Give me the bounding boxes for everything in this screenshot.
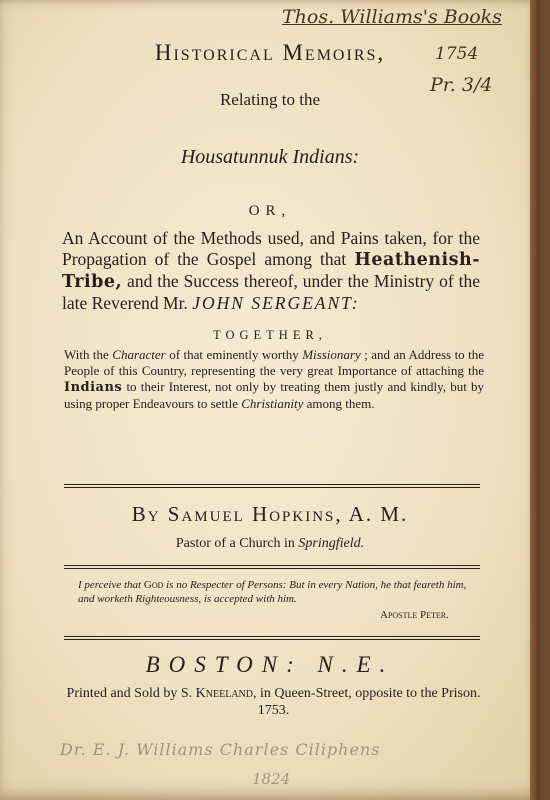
detail-paragraph — [64, 347, 484, 412]
epigraph-b: is no Respecter of Persons: But in every Nation, he that feareth him, and worketh Righteousness, is accepted with him. — [78, 579, 467, 605]
inscription-bottom: Dr. E. J. Williams Charles Ciliphens — [60, 740, 381, 759]
account-text-2: and the Success thereof, under the Ministry of the late Reverend Mr. — [62, 271, 481, 313]
detail-c: ; and an Address to the People of this Country, representing the very great Importance of attaching the — [64, 347, 485, 378]
imprint-place: BOSTON: N.E. — [145, 652, 395, 677]
printed-a: Printed and Sold by S. — [66, 686, 193, 701]
divider-rule — [64, 565, 480, 569]
sergeant-name: JOHN SERGEANT: — [192, 293, 360, 313]
account-paragraph — [62, 228, 480, 314]
printer-name: Kneeland, — [195, 686, 257, 701]
author-position — [0, 536, 540, 552]
book-spine-edge — [530, 0, 540, 800]
epigraph-god: God — [143, 579, 164, 591]
detail-indians: Indians — [64, 380, 123, 395]
book-title: Historical Memoirs, — [154, 40, 386, 65]
detail-character: Character — [112, 347, 166, 362]
pastor-place: Springfield. — [298, 536, 365, 551]
epigraph-a: I perceive that — [78, 579, 142, 591]
printed-b: in Queen-Street, opposite to the Prison. 1753. — [257, 686, 481, 718]
detail-d: to their Interest, not only by treating them justly and kindly, but by using proper Endeavours to settle — [64, 379, 484, 411]
detail-a: With the — [64, 347, 109, 362]
divider-rule — [64, 636, 480, 640]
detail-e: among them. — [306, 396, 375, 411]
account-text-1: An Account of the Methods used, and Pains taken, for the Propagation of the Gospel among that — [62, 228, 480, 269]
inscription-owner — [282, 6, 502, 28]
relating-line: Relating to the — [219, 90, 321, 109]
imprint-details — [66, 685, 481, 719]
or-line: OR, — [248, 203, 292, 219]
detail-christianity: Christianity — [241, 396, 304, 411]
divider-rule — [64, 484, 480, 488]
together-line: TOGETHER, — [213, 328, 327, 342]
inscription-year: 1754 — [435, 44, 479, 64]
inscription-owner-text: Thos. Williams's Books — [282, 6, 502, 28]
pastor-text: Pastor of a Church in — [175, 536, 295, 551]
epigraph — [78, 578, 473, 606]
inscription-bottom-year: 1824 — [252, 770, 291, 788]
detail-missionary: Missionary — [302, 347, 361, 362]
epigraph-attribution: Apostle Peter. — [380, 609, 449, 621]
subject-title: Housatunnuk Indians: — [180, 146, 360, 168]
detail-b: of that eminently worthy — [169, 347, 299, 362]
inscription-price: Pr. 3/4 — [430, 74, 493, 96]
blackletter-phrase: Heathenish-Tribe, — [62, 250, 480, 292]
author-byline: By Samuel Hopkins, A. M. — [131, 502, 409, 526]
